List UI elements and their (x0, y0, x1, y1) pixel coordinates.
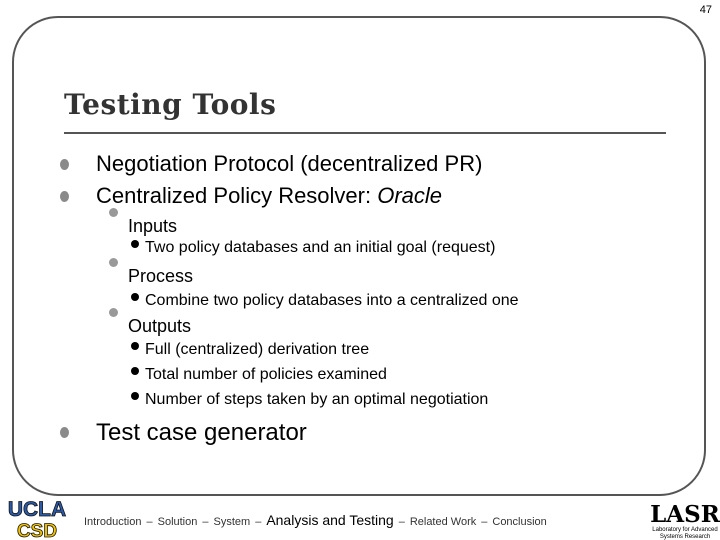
lasr-caption-line-1: Laboratory for Advanced (652, 527, 718, 533)
ucla-text: UCLA (7, 498, 67, 521)
slide-number: 47 (699, 4, 712, 16)
nav-related-work[interactable]: Related Work (409, 516, 477, 528)
detail-output-tree: Full (centralized) derivation tree (131, 341, 369, 359)
nav-separator: – (146, 516, 153, 528)
lasr-caption-line-2: Systems Research (659, 534, 711, 540)
nav-introduction[interactable]: Introduction (84, 516, 142, 528)
ucla-csd-logo (0, 496, 74, 540)
resolver-emphasis: Oracle (377, 183, 443, 208)
nav-conclusion[interactable]: Conclusion (492, 516, 547, 528)
bullet-negotiation: Negotiation Protocol (decentralized PR) (96, 151, 483, 176)
nav-separator: – (398, 516, 405, 528)
lasr-text: LASR (650, 501, 720, 528)
section-nav (84, 512, 547, 528)
nav-separator: – (255, 516, 262, 528)
sub-process: Process (128, 266, 194, 286)
nav-system[interactable]: System (213, 516, 251, 528)
bullet-generator: Test case generator (96, 419, 307, 446)
title-rule (64, 132, 666, 134)
detail-output-policies: Total number of policies examined (131, 366, 387, 384)
detail-process: Combine two policy databases into a centralized one (131, 292, 519, 310)
nav-solution[interactable]: Solution (157, 516, 198, 528)
sub-outputs: Outputs (128, 316, 192, 336)
nav-separator: – (202, 516, 209, 528)
lasr-logo (650, 496, 720, 540)
sub-inputs: Inputs (128, 216, 178, 236)
nav-separator: – (481, 516, 488, 528)
resolver-label: Centralized Policy Resolver: (96, 183, 378, 208)
slide-title: Testing Tools (64, 88, 277, 121)
nav-analysis-and-testing[interactable]: Analysis and Testing (266, 512, 394, 528)
csd-text: CSD (16, 521, 58, 540)
bullet-resolver (96, 183, 442, 209)
detail-inputs: Two policy databases and an initial goal (request) (131, 239, 495, 257)
detail-output-steps: Number of steps taken by an optimal negotiation (131, 391, 488, 409)
